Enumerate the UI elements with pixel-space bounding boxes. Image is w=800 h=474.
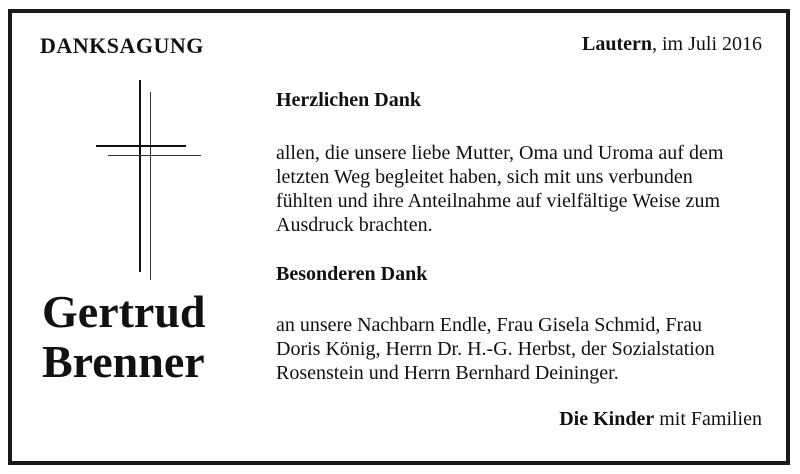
section-special-text: [276, 313, 762, 385]
signature-rest: mit Familien: [654, 408, 762, 430]
signature: [559, 408, 762, 431]
date-text: , im Juli 2016: [651, 33, 762, 55]
section-special-line: Rosenstein und Herrn Bernhard Deininger.: [276, 362, 619, 384]
section-thanks-line: fühlten und ihre Anteilnahme auf vielfältige Weise zum: [276, 190, 720, 212]
place-name: Lautern: [581, 33, 652, 55]
section-special-title: Besonderen Dank: [276, 263, 428, 285]
deceased-first-name: Gertrud: [42, 286, 206, 337]
deceased-last-name: Brenner: [42, 336, 205, 387]
deceased-name: [42, 287, 206, 387]
section-special-line: an unsere Nachbarn Endle, Frau Gisela Schmid, Frau: [276, 314, 702, 336]
section-special: [276, 263, 762, 286]
section-thanks-line: Ausdruck brachten.: [276, 214, 433, 236]
section-special-line: Doris König, Herrn Dr. H.-G. Herbst, der Sozialstation: [276, 338, 715, 360]
section-special-body: [276, 313, 762, 385]
section-thanks: [276, 89, 762, 112]
place-date: [582, 33, 762, 56]
cross-icon: [96, 80, 206, 280]
section-thanks-line: allen, die unsere liebe Mutter, Oma und Uroma auf dem: [276, 142, 724, 164]
section-thanks-line: letzten Weg begleitet haben, sich mit uns verbunden: [276, 166, 693, 188]
section-thanks-text: [276, 141, 762, 237]
section-thanks-title: Herzlichen Dank: [276, 89, 421, 111]
section-thanks-body: [276, 141, 762, 237]
notice-heading: DANKSAGUNG: [40, 33, 204, 58]
signature-family: Die Kinder: [559, 408, 655, 430]
